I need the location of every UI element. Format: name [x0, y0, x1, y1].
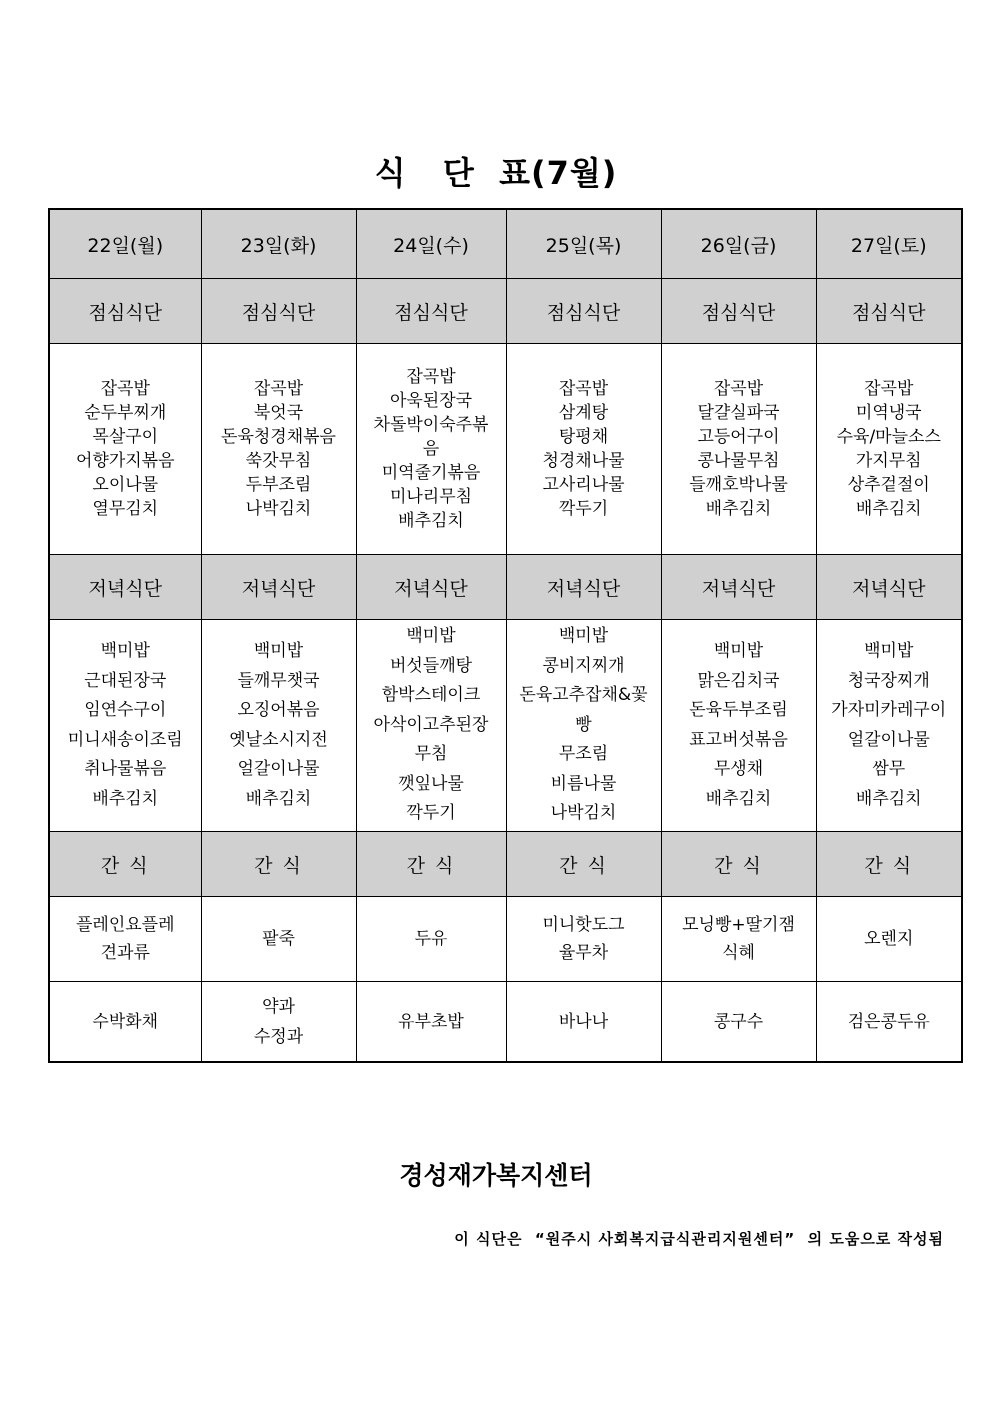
menu-item: 플레인요플레 — [75, 915, 175, 935]
menu-item: 두부조림 — [245, 475, 312, 495]
day-header: 24일(수) — [356, 209, 506, 279]
dinner-label: 저녁식단 — [49, 555, 201, 620]
menu-item: 팥죽 — [262, 929, 295, 949]
menu-item: 달걀실파국 — [697, 403, 780, 423]
snack-menu-cell — [506, 897, 661, 982]
menu-item: 맑은김치국 — [697, 670, 780, 691]
menu-item: 목살구이 — [92, 427, 159, 447]
menu-item: 들깨무챗국 — [237, 670, 320, 691]
snack-menu-cell — [49, 982, 201, 1063]
footnote: 이 식단은 “원주시 사회복지급식관리지원센터” 의 도움으로 작성됨 — [454, 1230, 944, 1248]
lunch-menu-cell — [49, 344, 201, 555]
menu-item: 나박김치 — [550, 803, 617, 824]
menu-item: 백미밥 — [253, 641, 304, 661]
lunch-label: 점심식단 — [661, 279, 816, 344]
menu-item: 나박김치 — [245, 499, 312, 519]
menu-item: 바나나 — [558, 1011, 609, 1032]
menu-item: 잡곡밥 — [864, 379, 914, 399]
snack-menu-cell — [506, 982, 661, 1063]
lunch-label: 점심식단 — [201, 279, 356, 344]
menu-item: 깍두기 — [558, 499, 609, 519]
menu-item: 얼갈이나물 — [237, 759, 320, 779]
lunch-label-row — [49, 279, 962, 344]
snack1-menu-row — [49, 897, 962, 982]
dinner-label: 저녁식단 — [356, 555, 506, 620]
day-header: 23일(화) — [201, 209, 356, 279]
snack-label: 간 식 — [201, 832, 356, 897]
menu-item: 무생채 — [713, 759, 764, 779]
lunch-label: 점심식단 — [816, 279, 962, 344]
menu-item: 순두부찌개 — [84, 403, 167, 423]
menu-item: 쌈무 — [872, 759, 906, 779]
menu-item: 깍두기 — [406, 803, 456, 824]
menu-item: 돈육청경채볶음 — [221, 427, 336, 447]
lunch-menu-cell — [661, 344, 816, 555]
snack-label: 간 식 — [816, 832, 962, 897]
snack-menu-cell — [356, 897, 506, 982]
menu-item: 백미밥 — [713, 641, 764, 661]
menu-item: 콩구수 — [713, 1011, 764, 1032]
lunch-menu-cell — [816, 344, 962, 555]
dinner-menu-cell — [201, 620, 356, 832]
menu-item: 백미밥 — [558, 626, 609, 647]
snack-menu-cell — [201, 982, 356, 1063]
snack-menu-cell — [661, 982, 816, 1063]
menu-item: 아삭이고추된장 — [373, 714, 489, 735]
day-header: 25일(목) — [506, 209, 661, 279]
menu-item: 백미밥 — [864, 641, 914, 661]
menu-item: 백미밥 — [100, 641, 150, 661]
menu-item: 잡곡밥 — [406, 367, 456, 387]
snack-menu-cell — [49, 897, 201, 982]
menu-item: 모닝빵+딸기잼 — [682, 915, 795, 935]
lunch-menu-cell — [201, 344, 356, 555]
menu-item: 음 — [422, 439, 440, 459]
menu-item: 배추김치 — [245, 788, 312, 809]
menu-item: 고사리나물 — [542, 475, 625, 495]
page-title: 식 단 표(7월) — [374, 154, 618, 192]
menu-item: 무조림 — [558, 744, 609, 765]
menu-item: 상추겉절이 — [847, 475, 930, 495]
menu-item: 배추김치 — [705, 788, 772, 809]
menu-item: 잡곡밥 — [100, 379, 150, 399]
menu-item: 배추김치 — [855, 499, 922, 519]
dinner-menu-cell — [506, 620, 661, 832]
lunch-label: 점심식단 — [49, 279, 201, 344]
menu-item: 아욱된장국 — [389, 391, 473, 411]
dinner-label: 저녁식단 — [661, 555, 816, 620]
lunch-menu-cell — [506, 344, 661, 555]
day-header: 22일(월) — [49, 209, 201, 279]
menu-item: 들깨호박나물 — [689, 475, 788, 495]
menu-item: 잡곡밥 — [713, 379, 764, 399]
menu-item: 어향가지볶음 — [75, 451, 175, 471]
menu-item: 차돌박이숙주볶 — [373, 415, 489, 435]
menu-item: 북엇국 — [253, 403, 304, 423]
menu-item: 미역냉국 — [855, 403, 922, 423]
menu-item: 콩비지찌개 — [542, 655, 625, 676]
menu-item: 청경채나물 — [542, 451, 625, 471]
menu-item: 견과류 — [100, 943, 150, 963]
snack-menu-cell — [816, 897, 962, 982]
menu-item: 식혜 — [722, 943, 755, 963]
menu-item: 청국장찌개 — [847, 670, 930, 691]
menu-item: 임연수구이 — [84, 700, 167, 720]
menu-item: 미니새송이조림 — [67, 729, 183, 750]
dinner-menu-cell — [816, 620, 962, 832]
menu-item: 비름나물 — [550, 773, 617, 794]
lunch-label: 점심식단 — [356, 279, 506, 344]
menu-item: 배추김치 — [92, 788, 159, 809]
menu-item: 배추김치 — [705, 499, 772, 519]
menu-item: 쑥갓무침 — [245, 451, 312, 471]
snack2-menu-row — [49, 982, 962, 1063]
dinner-label: 저녁식단 — [201, 555, 356, 620]
snack-menu-cell — [816, 982, 962, 1063]
menu-item: 두유 — [414, 929, 448, 949]
snack-menu-cell — [201, 897, 356, 982]
menu-item: 배추김치 — [855, 788, 922, 809]
dinner-menu-cell — [661, 620, 816, 832]
snack-label: 간 식 — [506, 832, 661, 897]
menu-item: 돈육두부조림 — [689, 700, 788, 720]
dinner-menu-cell — [356, 620, 506, 832]
menu-item: 옛날소시지전 — [229, 729, 328, 750]
menu-item: 무침 — [414, 744, 448, 765]
menu-item: 미역줄기볶음 — [381, 463, 481, 483]
menu-item: 오이나물 — [92, 475, 159, 495]
menu-item: 수육/마늘소스 — [836, 427, 941, 447]
lunch-menu-cell — [356, 344, 506, 555]
menu-item: 미니핫도그 — [542, 915, 625, 935]
day-header-row — [49, 209, 962, 279]
dinner-label: 저녁식단 — [506, 555, 661, 620]
organization-name: 경성재가복지센터 — [399, 1161, 593, 1190]
menu-table — [48, 208, 963, 1063]
menu-item: 검은콩두유 — [847, 1011, 930, 1032]
snack-label: 간 식 — [356, 832, 506, 897]
menu-item: 얼갈이나물 — [847, 729, 930, 750]
day-header: 27일(토) — [816, 209, 962, 279]
day-header: 26일(금) — [661, 209, 816, 279]
menu-item: 수박화채 — [92, 1011, 159, 1032]
snack-menu-cell — [356, 982, 506, 1063]
menu-item: 깻잎나물 — [398, 773, 464, 794]
menu-item: 취나물볶음 — [84, 759, 167, 779]
menu-item: 오렌지 — [864, 929, 914, 949]
dinner-label-row — [49, 555, 962, 620]
menu-item: 표고버섯볶음 — [689, 729, 788, 750]
menu-item: 버섯들깨탕 — [389, 655, 473, 676]
menu-item: 열무김치 — [92, 499, 159, 519]
menu-item: 가자미카레구이 — [831, 700, 947, 720]
menu-item: 율무차 — [558, 943, 609, 963]
menu-item: 가지무침 — [855, 451, 922, 471]
snack-menu-cell — [661, 897, 816, 982]
menu-item: 고등어구이 — [697, 427, 780, 447]
menu-item: 삼계탕 — [558, 403, 609, 423]
menu-item: 유부초밥 — [398, 1011, 464, 1032]
dinner-menu-row — [49, 620, 962, 832]
menu-item: 수정과 — [253, 1026, 304, 1047]
menu-item: 약과 — [262, 996, 295, 1017]
lunch-menu-row — [49, 344, 962, 555]
menu-item: 근대된장국 — [84, 670, 167, 691]
menu-item: 함박스테이크 — [381, 685, 481, 706]
menu-item: 잡곡밥 — [558, 379, 609, 399]
lunch-label: 점심식단 — [506, 279, 661, 344]
menu-item: 돈육고추잡채&꽃 — [519, 685, 648, 706]
menu-item: 미나리무침 — [389, 487, 473, 507]
snack-label: 간 식 — [49, 832, 201, 897]
menu-item: 빵 — [575, 714, 592, 735]
menu-item: 콩나물무침 — [697, 451, 780, 471]
menu-item: 탕평채 — [558, 427, 609, 447]
menu-item: 배추김치 — [398, 511, 464, 531]
dinner-menu-cell — [49, 620, 201, 832]
menu-item: 잡곡밥 — [253, 379, 304, 399]
snack-label: 간 식 — [661, 832, 816, 897]
snack-label-row — [49, 832, 962, 897]
dinner-label: 저녁식단 — [816, 555, 962, 620]
menu-item: 오징어볶음 — [237, 700, 320, 720]
menu-item: 백미밥 — [406, 626, 456, 647]
